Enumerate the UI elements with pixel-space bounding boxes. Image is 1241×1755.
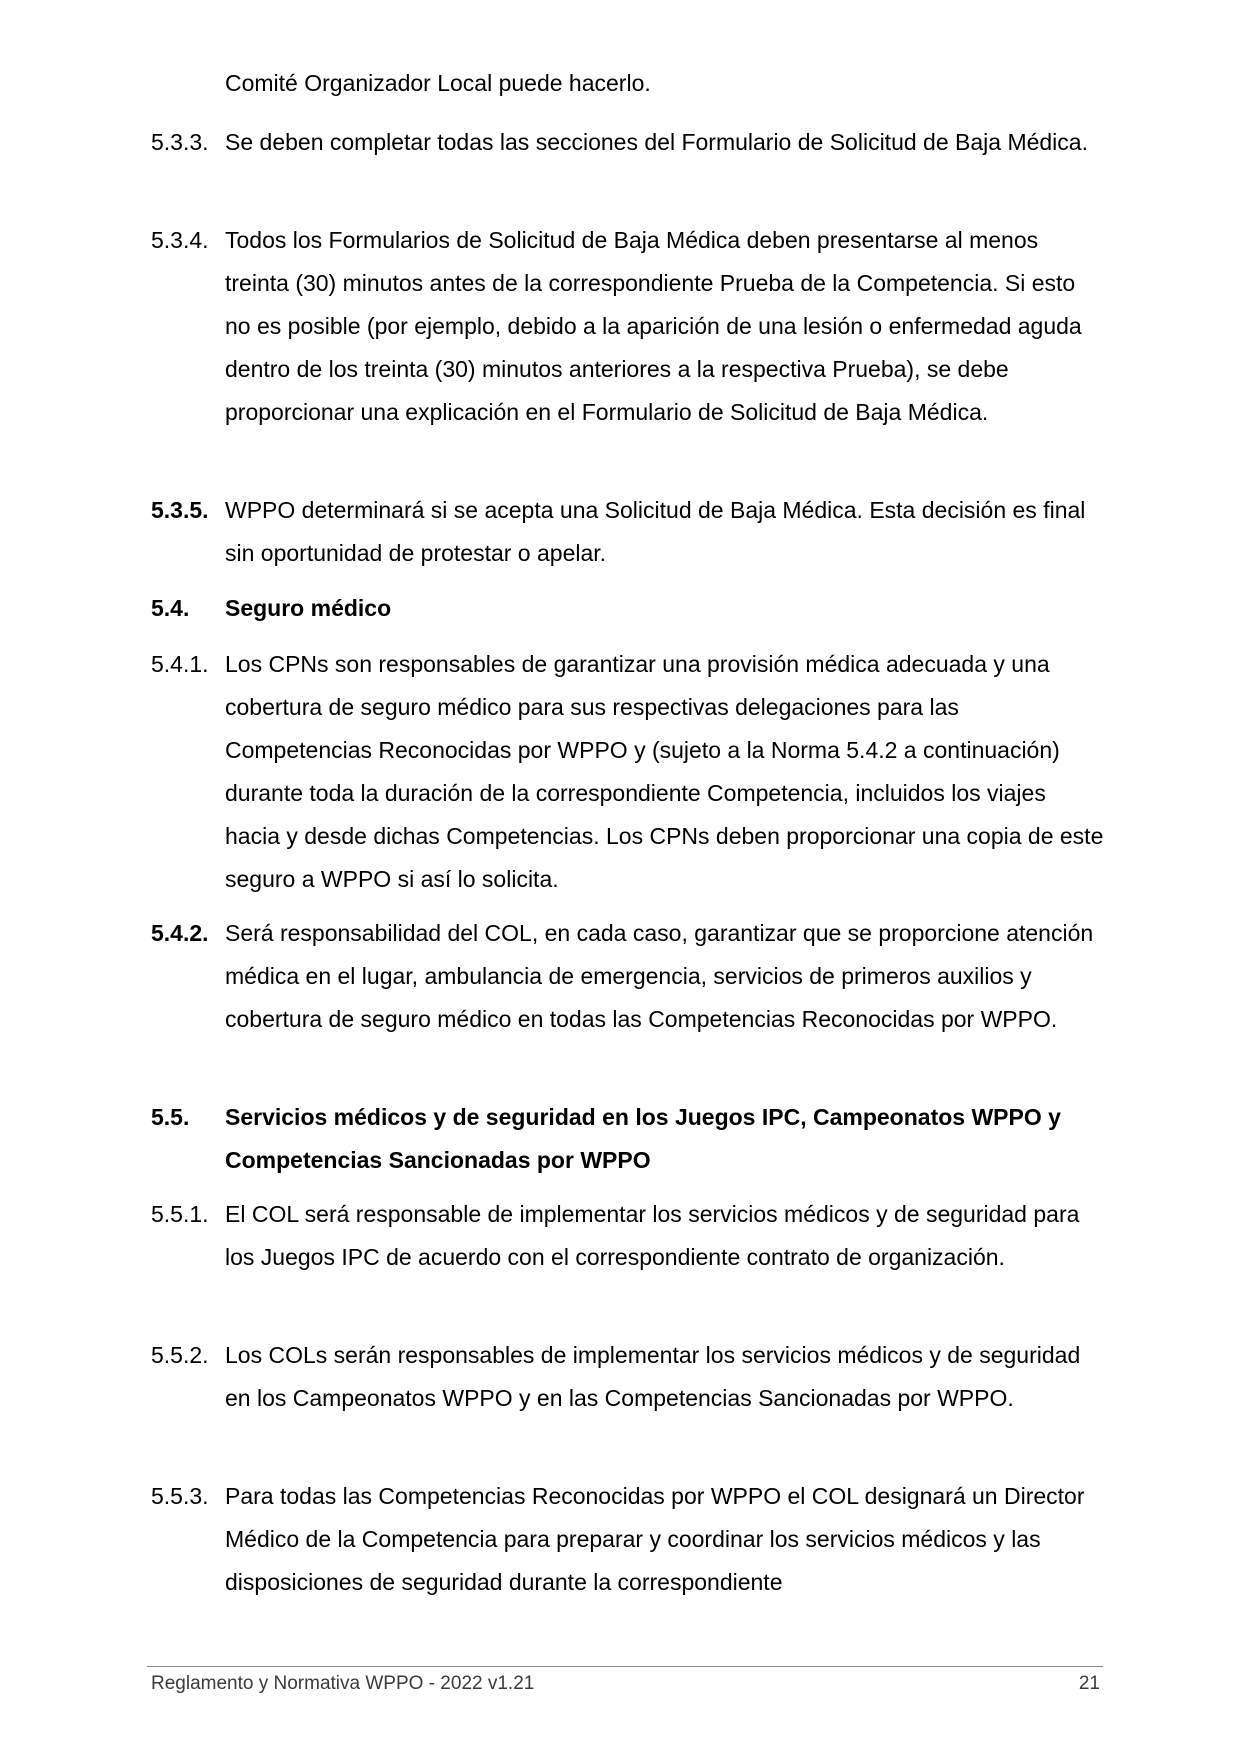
item-text: Los COLs serán responsables de implementar los servicios médicos y de seguridad en los Campeonatos WPPO y en las Competencias Sancionadas por WPPO. bbox=[225, 1342, 1081, 1411]
item-text: Todos los Formularios de Solicitud de Baja Médica deben presentarse al menos treinta (30) minutos antes de la correspondiente Prueba de la Competencia. Si esto no es posible (por ejemplo, debido a la aparición de una lesión o enfermedad aguda dentro de los treinta (30) minutos anteriores a la respectiva Prueba), se debe proporcionar una explicación en el Formulario de Solicitud de Baja Médica. bbox=[225, 227, 1082, 425]
section-number: 5.5. bbox=[151, 1104, 190, 1130]
item-number: 5.5.1. bbox=[151, 1201, 209, 1227]
item-text: Los CPNs son responsables de garantizar una provisión médica adecuada y una cobertura de seguro médico para sus respectivas delegaciones para las Competencias Reconocidas por WPPO y (sujeto a la Norma 5.4.2 a continuación) durante toda la duración de la correspondiente Competencia, incluidos los viajes hacia y desde dichas Competencias. Los CPNs deben proporcionar una copia de este seguro a WPPO si así lo solicita. bbox=[225, 651, 1104, 892]
item-number: 5.3.4. bbox=[151, 227, 209, 253]
item-text: El COL será responsable de implementar los servicios médicos y de seguridad para los Juegos IPC de acuerdo con el correspondiente contrato de organización. bbox=[225, 1201, 1080, 1270]
item-text: Para todas las Competencias Reconocidas por WPPO el COL designará un Director Médico de la Competencia para preparar y coordinar los servicios médicos y las disposiciones de seguridad durante la correspondiente bbox=[225, 1483, 1085, 1595]
item-number: 5.3.5. bbox=[151, 497, 209, 523]
item-text: Será responsabilidad del COL, en cada caso, garantizar que se proporcione atención médica en el lugar, ambulancia de emergencia, servicios de primeros auxilios y cobertura de seguro médico en todas las Competencias Reconocidas por WPPO. bbox=[225, 920, 1094, 1032]
item-number: 5.3.3. bbox=[151, 129, 209, 155]
footer-page-number: 21 bbox=[1078, 1673, 1100, 1694]
item-text: WPPO determinará si se acepta una Solicitud de Baja Médica. Esta decisión es final sin oportunidad de protestar o apelar. bbox=[225, 497, 1086, 566]
section-number: 5.4. bbox=[151, 595, 190, 621]
item-number: 5.4.2. bbox=[151, 920, 209, 946]
item-number: 5.4.1. bbox=[151, 651, 209, 677]
item-text: Comité Organizador Local puede hacerlo. bbox=[225, 70, 651, 96]
section-title: Servicios médicos y de seguridad en los Juegos IPC, Campeonatos WPPO y Competencias Sancionadas por WPPO bbox=[225, 1104, 1061, 1173]
footer-document-title: Reglamento y Normativa WPPO - 2022 v1.21 bbox=[151, 1673, 535, 1694]
item-number: 5.5.3. bbox=[151, 1483, 209, 1509]
item-number: 5.5.2. bbox=[151, 1342, 209, 1368]
item-text: Se deben completar todas las secciones del Formulario de Solicitud de Baja Médica. bbox=[225, 129, 1088, 155]
footer-divider bbox=[147, 1666, 1103, 1667]
section-title: Seguro médico bbox=[225, 595, 392, 621]
